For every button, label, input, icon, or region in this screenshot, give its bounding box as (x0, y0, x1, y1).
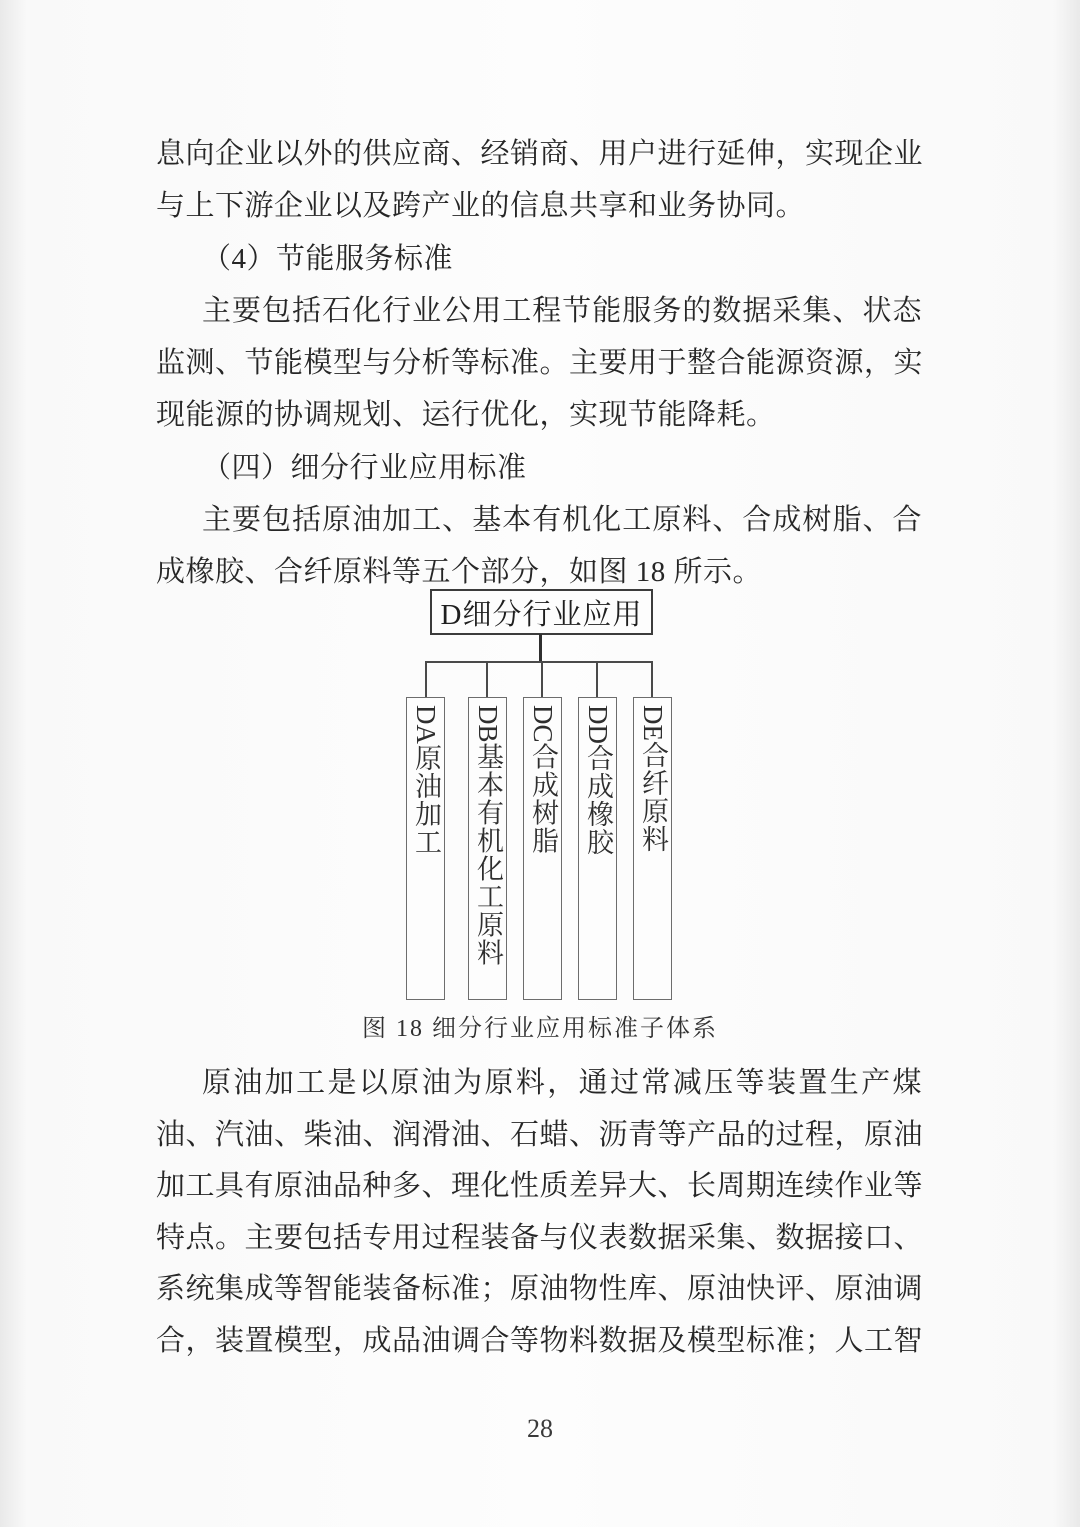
node-code: DA (411, 705, 441, 744)
text-line: 息向企业以外的供应商、经销商、用户进行延伸，实现企业 (156, 138, 924, 170)
text-line: 油、汽油、柴油、润滑油、石蜡、沥青等产品的过程，原油 (156, 1118, 924, 1151)
text-block-lower (156, 1058, 922, 1367)
node-label: 合成树脂 (528, 742, 558, 855)
connector-line (596, 662, 598, 698)
text-line: 主要包括原油加工、基本有机化工原料、合成树脂、合 (202, 503, 922, 536)
text-line: 原油加工是以原油为原料，通过常减压等装置生产煤 (202, 1067, 922, 1099)
figure-child-box-synthetic-fiber-materials (633, 697, 672, 1000)
figure-child-box-synthetic-rubber (578, 697, 617, 1000)
figure-child-box-crude-oil-processing (406, 697, 445, 1000)
text-line: 成橡胶、合纤原料等五个部分，如图 18 所示。 (156, 556, 763, 588)
node-code: DC (528, 705, 558, 743)
text-line: 特点。主要包括专用过程装备与仪表数据采集、数据接口、 (156, 1221, 924, 1254)
connector-line (651, 662, 653, 698)
node-label: 合成橡胶 (583, 744, 613, 856)
text-line: 加工具有原油品种多、理化性质差异大、长周期连续作业等 (156, 1170, 924, 1202)
text-line: 现能源的协调规划、运行优化，实现节能降耗。 (156, 399, 776, 432)
connector-line (539, 634, 542, 662)
text-block-upper (156, 128, 922, 598)
connector-line (425, 662, 427, 698)
page-number: 28 (527, 1414, 553, 1443)
text-line: 系统集成等智能装备标准；原油物性库、原油快评、原油调 (156, 1273, 924, 1305)
figure-child-box-basic-organic-chemicals (468, 697, 507, 1000)
figure-child-box-synthetic-resin (523, 697, 562, 1000)
text-line: 主要包括石化行业公用工程节能服务的数据采集、状态 (202, 294, 922, 327)
text-line: 合，装置模型，成品油调合等物料数据及模型标准；人工智 (156, 1324, 924, 1357)
figure-root-box: D细分行业应用 (430, 589, 653, 635)
node-label: 基本有机化工原料 (473, 742, 503, 967)
connector-line (486, 662, 488, 698)
text-line: 监测、节能模型与分析等标准。主要用于整合能源资源，实 (156, 347, 924, 379)
heading-line: （四）细分行业应用标准 (202, 451, 527, 484)
node-code: DE (638, 705, 668, 741)
connector-line (425, 661, 653, 663)
node-label: 原油加工 (411, 744, 441, 856)
node-label: 合纤原料 (638, 741, 668, 853)
heading-line: （4）节能服务标准 (202, 242, 454, 275)
node-code: DB (473, 705, 503, 743)
node-code: DD (583, 705, 613, 744)
connector-line (541, 662, 543, 698)
figure-caption: 图 18 细分行业应用标准子体系 (362, 1016, 718, 1042)
text-line: 与上下游企业以及跨产业的信息共享和业务协同。 (156, 190, 806, 223)
